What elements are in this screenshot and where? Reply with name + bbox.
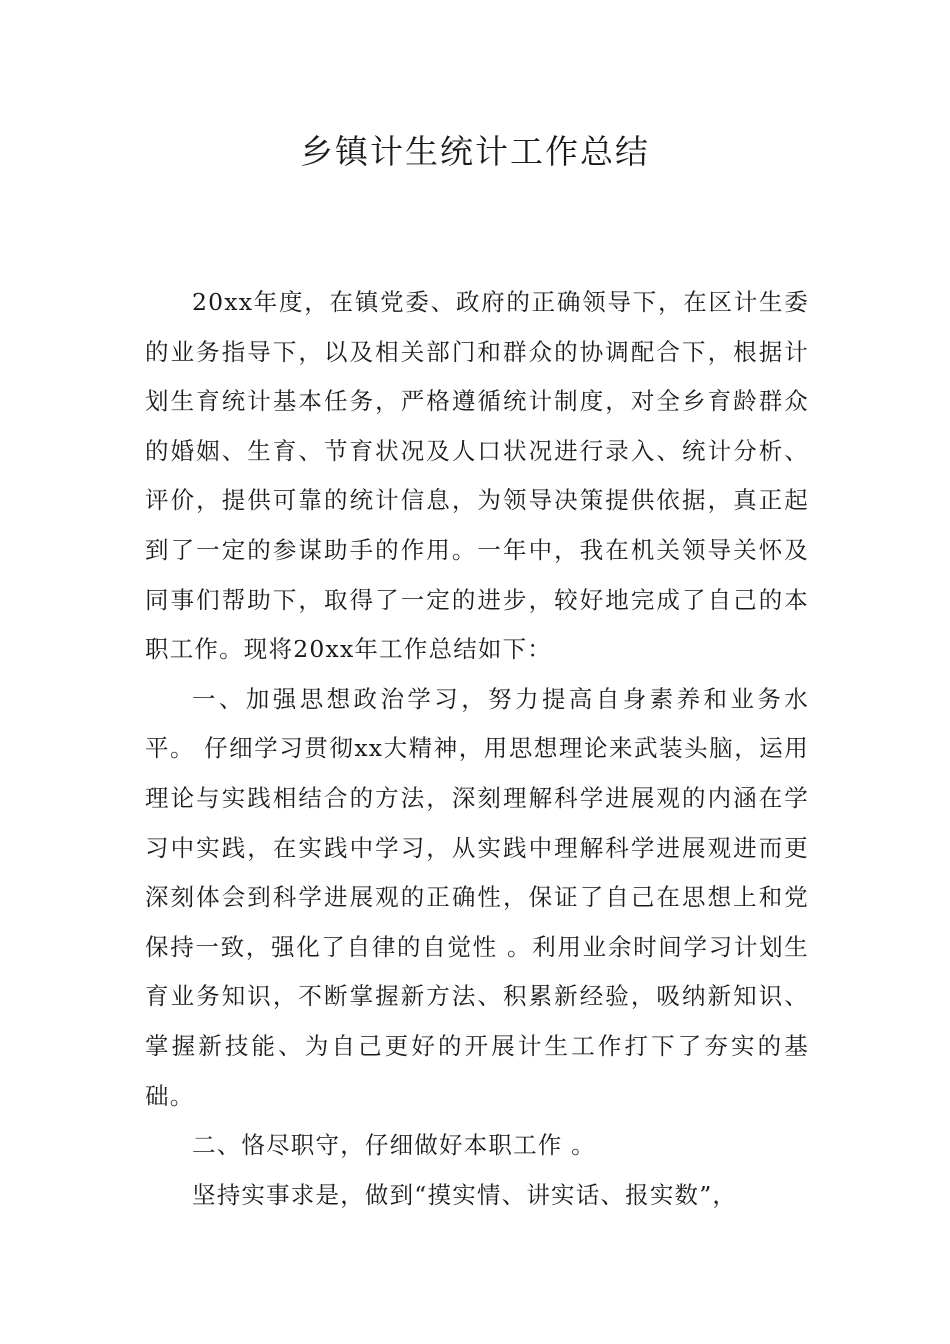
paragraph-section-two-body: 坚持实事求是，做到“摸实情、讲实话、报实数”，: [192, 1180, 738, 1209]
paragraph-intro: 20xx年度，在镇党委、政府的正确领导下，在区计生委的业务指导下，以及相关部门和群众的协调配合下，根据计划生育统计基本任务，严格遵循统计制度，对全乡育龄群众的婚姻、生育、节育状况及人口状况进行录入、统计分析、评价，提供可靠的统计信息，为领导决策提供依据，真正起到了一定的参谋助手的作用。一年中，我在机关领导关怀及同事们帮助下，取得了一定的进步，较好地完成了自己的本职工作。现将20xx年工作总结如下：: [145, 288, 809, 664]
document-body: [145, 278, 809, 1220]
paragraph-section-one: 一、加强思想政治学习，努力提高自身素养和业务水平。 仔细学习贯彻xx大精神，用思想理论来武装头脑，运用理论与实践相结合的方法，深刻理解科学进展观的内涵在学习中实践，在实践中学习，从实践中理解科学进展观进而更深刻体会到科学进展观的正确性，保证了自己在思想上和党保持一致，强化了自律的自觉性 。利用业余时间学习计划生育业务知识，不断掌握新方法、积累新经验，吸纳新知识、掌握新技能、为自己更好的开展计生工作打下了夯实的基础。: [145, 684, 809, 1110]
document-title: 乡镇计生统计工作总结: [300, 132, 650, 171]
paragraph-section-two-heading: 二、恪尽职守，仔细做好本职工作 。: [192, 1131, 596, 1160]
